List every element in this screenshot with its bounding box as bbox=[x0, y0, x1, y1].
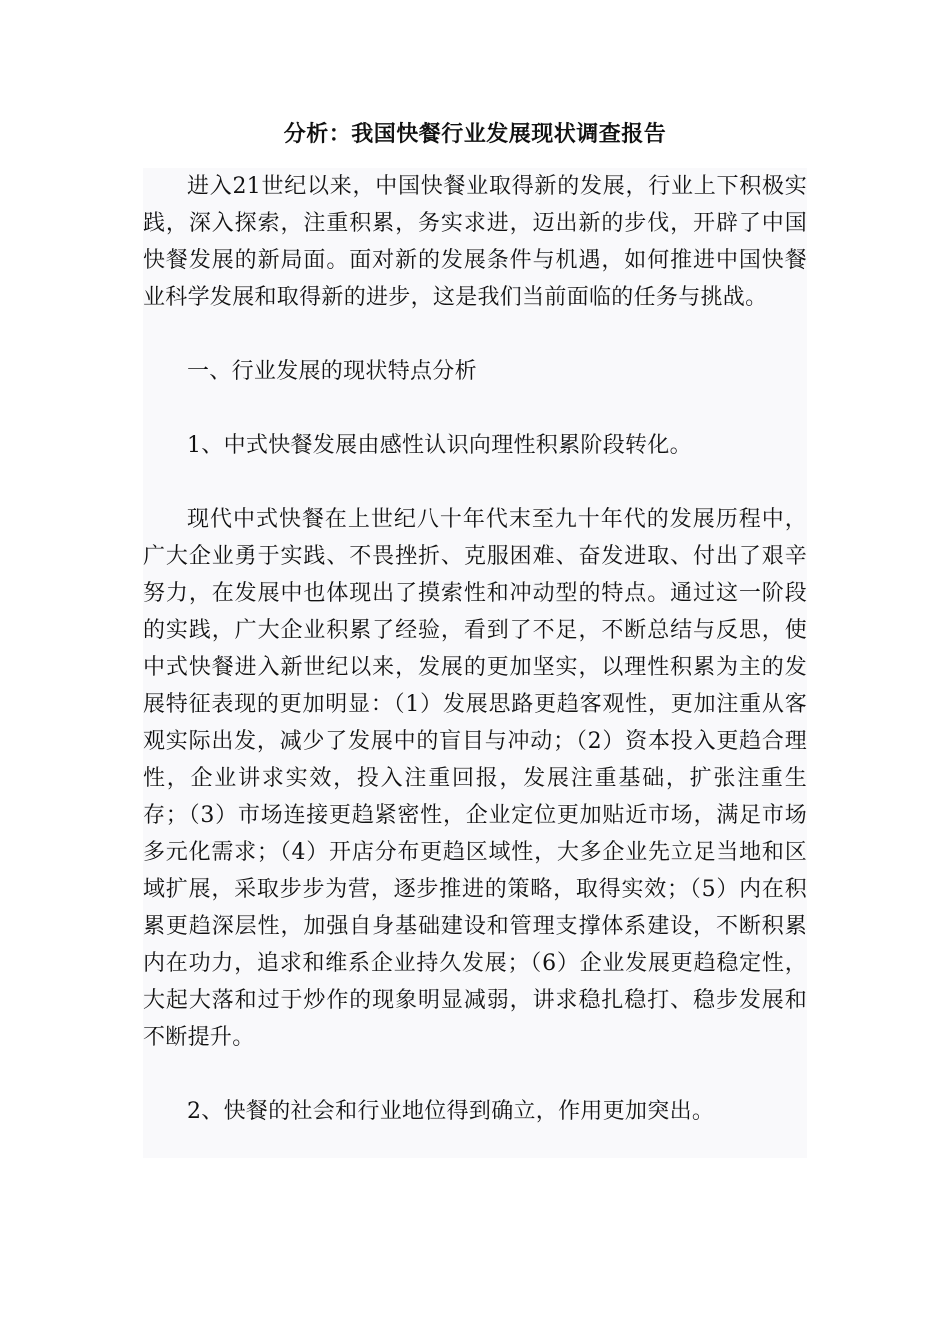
paragraph-spacer bbox=[143, 390, 807, 427]
intro-paragraph: 进入21世纪以来，中国快餐业取得新的发展，行业上下积极实践，深入探索，注重积累，务实求进，迈出新的步伐，开辟了中国快餐发展的新局面。面对新的发展条件与机遇，如何推进中国快餐业科学发展和取得新的进步，这是我们当前面临的任务与挑战。 bbox=[143, 174, 807, 310]
subsection-heading-2: 2、快餐的社会和行业地位得到确立，作用更加突出。 bbox=[187, 1099, 715, 1124]
paragraph-spacer bbox=[143, 464, 807, 501]
body-paragraph: 现代中式快餐在上世纪八十年代末至九十年代的发展历程中，广大企业勇于实践、不畏挫折、克服困难、奋发进取、付出了艰辛努力，在发展中也体现出了摸索性和冲动型的特点。通过这一阶段的实践，广大企业积累了经验，看到了不足，不断总结与反思，使中式快餐进入新世纪以来，发展的更加坚实，以理性积累为主的发展特征表现的更加明显：（1）发展思路更趋客观性，更加注重从客观实际出发，减少了发展中的盲目与冲动；（2）资本投入更趋合理性，企业讲求实效，投入注重回报，发展注重基础，扩张注重生存；（3）市场连接更趋紧密性，企业定位更加贴近市场，满足市场多元化需求；（4）开店分布更趋区域性，大多企业先立足当地和区域扩展，采取步步为营，逐步推进的策略，取得实效；（5）内在积累更趋深层性，加强自身基础建设和管理支撑体系建设，不断积累内在功力，追求和维系企业持久发展；（6）企业发展更趋稳定性，大起大落和过于炒作的现象明显减弱，讲求稳扎稳打、稳步发展和不断提升。 bbox=[143, 507, 807, 1050]
document-title: 分析：我国快餐行业发展现状调查报告 bbox=[283, 122, 667, 147]
document-body bbox=[143, 168, 807, 1158]
subsection-heading-1: 1、中式快餐发展由感性认识向理性积累阶段转化。 bbox=[187, 433, 692, 458]
section-heading: 一、行业发展的现状特点分析 bbox=[187, 359, 477, 384]
paragraph-spacer bbox=[143, 1056, 807, 1093]
paragraph-spacer bbox=[143, 316, 807, 353]
